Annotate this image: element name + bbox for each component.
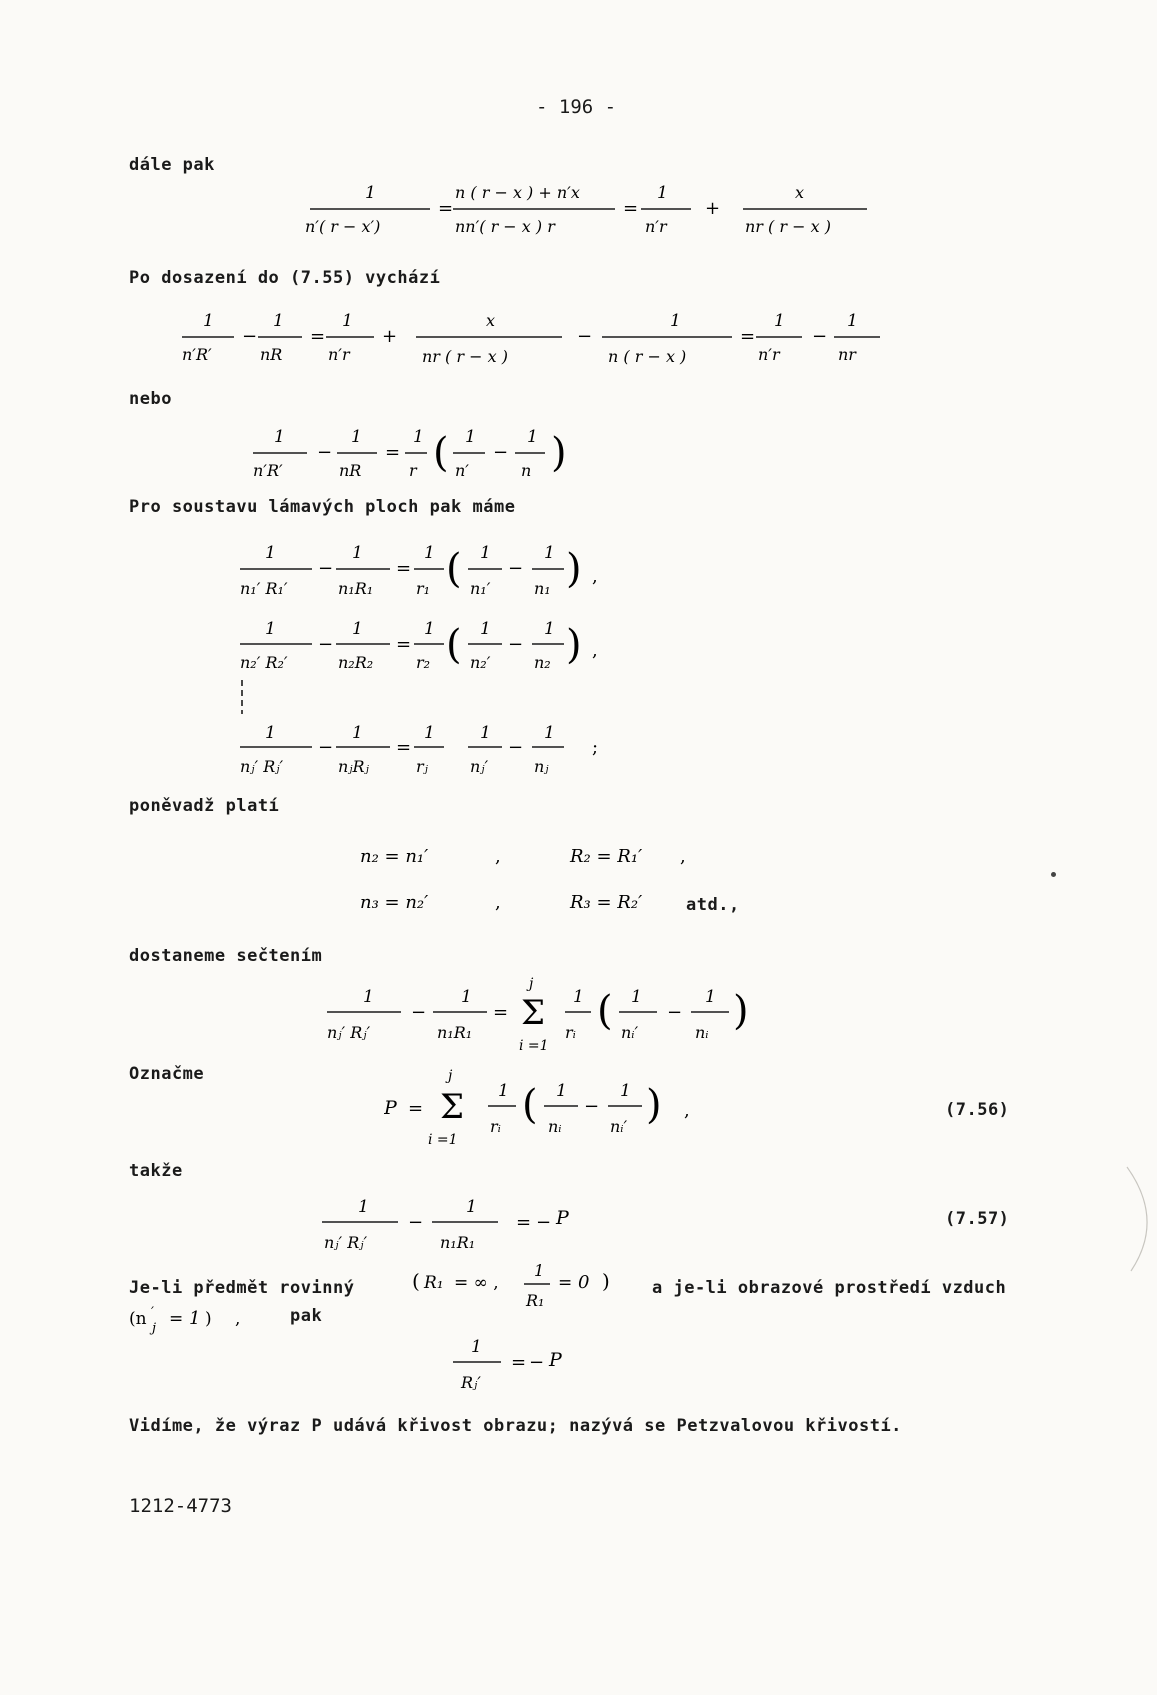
svg-text:1: 1 [265, 723, 276, 743]
equation-number-7-56: (7.56) [945, 1100, 1010, 1120]
equation-sum [325, 972, 765, 1056]
svg-text:nᵢ: nᵢ [548, 1117, 562, 1136]
equation-p-definition [384, 1060, 704, 1144]
svg-text:): ) [551, 430, 567, 476]
svg-text:P: P [384, 1097, 397, 1119]
svg-text:+: + [705, 198, 721, 219]
svg-text:1: 1 [273, 311, 284, 331]
svg-text:nr ( r − x ): nr ( r − x ) [422, 347, 508, 366]
svg-text:P: P [556, 1207, 569, 1229]
svg-text:nⱼRⱼ: nⱼRⱼ [338, 757, 369, 776]
svg-text:P: P [549, 1349, 562, 1371]
svg-text:1: 1 [466, 1197, 477, 1217]
svg-text:): ) [566, 622, 582, 668]
svg-text:1: 1 [471, 1337, 482, 1357]
svg-text:=: = [396, 558, 412, 579]
svg-text:j: j [152, 1321, 157, 1336]
svg-text:): ) [646, 1082, 662, 1128]
svg-text:1: 1 [274, 427, 285, 447]
svg-text:n₁: n₁ [534, 579, 551, 598]
svg-text:1: 1 [465, 427, 476, 447]
svg-text:−: − [536, 1212, 552, 1233]
svg-text:+: + [382, 326, 398, 347]
svg-text:n′r: n′r [758, 345, 780, 364]
svg-text:,: , [495, 892, 501, 913]
svg-text:,: , [684, 1100, 690, 1121]
svg-text:n₁R₁: n₁R₁ [437, 1023, 473, 1042]
svg-text:−: − [317, 442, 333, 463]
svg-text:1: 1 [847, 311, 858, 331]
svg-text:(: ( [446, 546, 462, 592]
svg-text:1: 1 [203, 311, 214, 331]
svg-text:=: = [408, 1098, 424, 1119]
conditions [360, 840, 690, 920]
svg-text:n: n [521, 461, 532, 480]
svg-text:nⱼ′ Rⱼ′: nⱼ′ Rⱼ′ [327, 1023, 371, 1042]
svg-text:−: − [508, 558, 524, 579]
svg-text:n₃ = n₂′: n₃ = n₂′ [360, 892, 429, 913]
svg-text:nⱼ: nⱼ [534, 757, 549, 776]
svg-text:1: 1 [351, 427, 362, 447]
svg-text:R₁: R₁ [526, 1291, 545, 1310]
svg-text:1: 1 [544, 619, 555, 639]
svg-text:n′R′: n′R′ [182, 345, 212, 364]
text-po-dosazeni: Po dosazení do (7.55) vychází [129, 268, 441, 288]
svg-text:): ) [733, 988, 749, 1034]
svg-text:(: ( [522, 1082, 538, 1128]
svg-text:nR: nR [260, 345, 283, 364]
svg-text:=: = [493, 1002, 509, 1023]
condition-object-plane [412, 1262, 632, 1318]
svg-text:1: 1 [556, 1081, 567, 1101]
svg-text:n′: n′ [455, 461, 469, 480]
svg-text:,: , [592, 640, 598, 661]
svg-text:1: 1 [620, 1081, 631, 1101]
svg-text:n′r: n′r [328, 345, 350, 364]
svg-text:nᵢ′: nᵢ′ [621, 1023, 639, 1042]
svg-text:1: 1 [365, 183, 376, 203]
text-nebo: nebo [129, 389, 172, 409]
svg-text:nⱼ′ Rⱼ′: nⱼ′ Rⱼ′ [240, 757, 284, 776]
svg-text:n′( r − x′): n′( r − x′) [305, 217, 381, 236]
svg-text:=: = [169, 1309, 184, 1329]
svg-text:=: = [558, 1273, 573, 1293]
svg-text:−: − [493, 442, 509, 463]
equation-7-57 [322, 1192, 602, 1262]
scan-edge-mark [1125, 1165, 1155, 1275]
svg-text:): ) [205, 1309, 212, 1329]
svg-text:i =1: i =1 [519, 1038, 549, 1054]
svg-text:1: 1 [480, 723, 491, 743]
svg-text:r: r [409, 461, 417, 480]
equation-number-7-57: (7.57) [945, 1209, 1010, 1229]
svg-text:1: 1 [705, 987, 716, 1007]
svg-text:(: ( [412, 1269, 420, 1293]
svg-text:−: − [318, 558, 334, 579]
svg-text:n₁′: n₁′ [470, 579, 491, 598]
svg-text:=: = [516, 1212, 532, 1233]
svg-text:1: 1 [534, 1262, 545, 1280]
svg-text:1: 1 [573, 987, 584, 1007]
svg-text:;: ; [592, 737, 599, 758]
svg-text:R₂ = R₁′: R₂ = R₁′ [570, 846, 643, 867]
svg-text:n₂′ R₂′: n₂′ R₂′ [240, 653, 288, 672]
svg-text:n₂ = n₁′: n₂ = n₁′ [360, 846, 429, 867]
text-dale-pak: dále pak [129, 155, 215, 175]
text-takze: takže [129, 1161, 183, 1181]
svg-text:nr ( r − x ): nr ( r − x ) [745, 217, 831, 236]
svg-text:1: 1 [480, 543, 491, 563]
svg-text:−: − [508, 737, 524, 758]
text-je-li-2: a je-li obrazové prostředí vzduch [652, 1278, 1007, 1298]
text-oznacme: Označme [129, 1064, 205, 1084]
svg-text:Σ: Σ [521, 993, 546, 1033]
svg-text:1: 1 [352, 543, 363, 563]
svg-text:j: j [529, 976, 534, 992]
svg-text:x: x [795, 183, 805, 202]
svg-text:1: 1 [461, 987, 472, 1007]
equation-3 [253, 422, 593, 486]
svg-text:1: 1 [424, 619, 435, 639]
svg-text:−: − [242, 326, 258, 347]
svg-text:−: − [812, 326, 828, 347]
svg-text:=: = [385, 442, 401, 463]
svg-text:1: 1 [424, 723, 435, 743]
svg-text:nR: nR [339, 461, 362, 480]
svg-text:1: 1 [544, 723, 555, 743]
equation-image-curvature [447, 1332, 587, 1402]
svg-text:1: 1 [413, 427, 424, 447]
text-vidime: Vidíme, že výraz P udává křivost obrazu; nazývá se Petzvalovou křivostí. [129, 1416, 902, 1436]
svg-text:= ∞ ,: = ∞ , [454, 1273, 499, 1293]
svg-text:n₂R₂: n₂R₂ [338, 653, 374, 672]
svg-text:n′R′: n′R′ [253, 461, 283, 480]
svg-text:nⱼ′ Rⱼ′: nⱼ′ Rⱼ′ [324, 1233, 368, 1252]
svg-text:1: 1 [352, 723, 363, 743]
svg-text:R₃ = R₂′: R₃ = R₂′ [570, 892, 643, 913]
svg-text:′: ′ [151, 1305, 154, 1320]
svg-text:n₁R₁: n₁R₁ [440, 1233, 476, 1252]
text-pro-soustavu: Pro soustavu lámavých ploch pak máme [129, 497, 516, 517]
svg-text:j: j [448, 1068, 453, 1084]
text-dostaneme: dostaneme sečtením [129, 946, 323, 966]
svg-text:1: 1 [480, 619, 491, 639]
svg-text:1: 1 [498, 1081, 509, 1101]
svg-text:−: − [667, 1002, 683, 1023]
svg-text:,: , [592, 566, 598, 587]
svg-text:Rⱼ′: Rⱼ′ [461, 1373, 481, 1392]
svg-text:n ( r − x ): n ( r − x ) [608, 347, 687, 366]
svg-text:,: , [235, 1309, 241, 1329]
svg-text:=: = [740, 326, 756, 347]
svg-text:nᵢ′: nᵢ′ [610, 1117, 628, 1136]
svg-text:nᵢ: nᵢ [695, 1023, 709, 1042]
svg-text:1: 1 [363, 987, 374, 1007]
svg-text:,: , [680, 846, 686, 867]
svg-text:−: − [408, 1212, 424, 1233]
svg-text:1: 1 [527, 427, 538, 447]
svg-text:=: = [310, 326, 326, 347]
svg-text:=: = [396, 634, 412, 655]
svg-text:r₁: r₁ [416, 579, 431, 598]
svg-text:rᵢ: rᵢ [490, 1117, 501, 1136]
text-je-li-1: Je-li předmět rovinný [129, 1278, 355, 1298]
svg-text:1: 1 [424, 543, 435, 563]
svg-text:(n: (n [129, 1309, 147, 1329]
svg-text:−: − [318, 634, 334, 655]
text-ponevadz: poněvadž platí [129, 796, 280, 816]
svg-text:=: = [396, 737, 412, 758]
svg-text:rᵢ: rᵢ [565, 1023, 576, 1042]
text-je-li-3: pak [290, 1306, 323, 1326]
svg-text:(: ( [597, 988, 613, 1034]
svg-text:1: 1 [670, 311, 681, 331]
svg-text:1: 1 [352, 619, 363, 639]
svg-text:): ) [602, 1269, 610, 1293]
svg-text:−: − [577, 326, 593, 347]
svg-text:(: ( [433, 430, 449, 476]
page-number: - 196 - [536, 96, 617, 118]
svg-text:n ( r − x ) + n′x: n ( r − x ) + n′x [455, 183, 580, 202]
svg-text:nn′( r − x ) r: nn′( r − x ) r [455, 217, 555, 236]
svg-text:−: − [318, 737, 334, 758]
svg-text:): ) [566, 546, 582, 592]
svg-text:,: , [495, 846, 501, 867]
svg-text:i =1: i =1 [428, 1132, 458, 1144]
equation-1 [305, 178, 875, 242]
equation-2 [182, 306, 892, 370]
svg-text:nⱼ′: nⱼ′ [470, 757, 489, 776]
svg-text:=: = [438, 198, 454, 219]
svg-text:1: 1 [342, 311, 353, 331]
svg-text:1: 1 [358, 1197, 369, 1217]
svg-text:n₂′: n₂′ [470, 653, 491, 672]
svg-text:−: − [529, 1352, 545, 1373]
svg-text:x: x [486, 311, 496, 330]
condition-air [129, 1302, 289, 1342]
svg-text:nr: nr [838, 345, 856, 364]
svg-text:1: 1 [189, 1308, 201, 1329]
svg-text:0: 0 [578, 1272, 590, 1293]
svg-text:rⱼ: rⱼ [416, 757, 428, 776]
ink-dot [1051, 872, 1056, 877]
svg-text:1: 1 [265, 619, 276, 639]
svg-text:R₁: R₁ [424, 1273, 444, 1293]
svg-text:1: 1 [544, 543, 555, 563]
svg-text:n₁R₁: n₁R₁ [338, 579, 374, 598]
svg-text:1: 1 [265, 543, 276, 563]
svg-text:n₂: n₂ [534, 653, 551, 672]
text-atd: atd., [686, 895, 740, 915]
svg-text:1: 1 [774, 311, 785, 331]
svg-text:1: 1 [631, 987, 642, 1007]
footer-code: 1212-4773 [129, 1495, 232, 1517]
equation-system [240, 538, 620, 788]
svg-text:−: − [411, 1002, 427, 1023]
svg-text:=: = [623, 198, 639, 219]
svg-text:Σ: Σ [440, 1087, 465, 1127]
svg-text:−: − [508, 634, 524, 655]
svg-text:1: 1 [657, 183, 668, 203]
svg-text:r₂: r₂ [416, 653, 431, 672]
svg-text:=: = [511, 1352, 527, 1373]
svg-text:n₁′ R₁′: n₁′ R₁′ [240, 579, 288, 598]
svg-text:(: ( [446, 622, 462, 668]
svg-text:−: − [584, 1096, 600, 1117]
svg-text:n′r: n′r [645, 217, 667, 236]
